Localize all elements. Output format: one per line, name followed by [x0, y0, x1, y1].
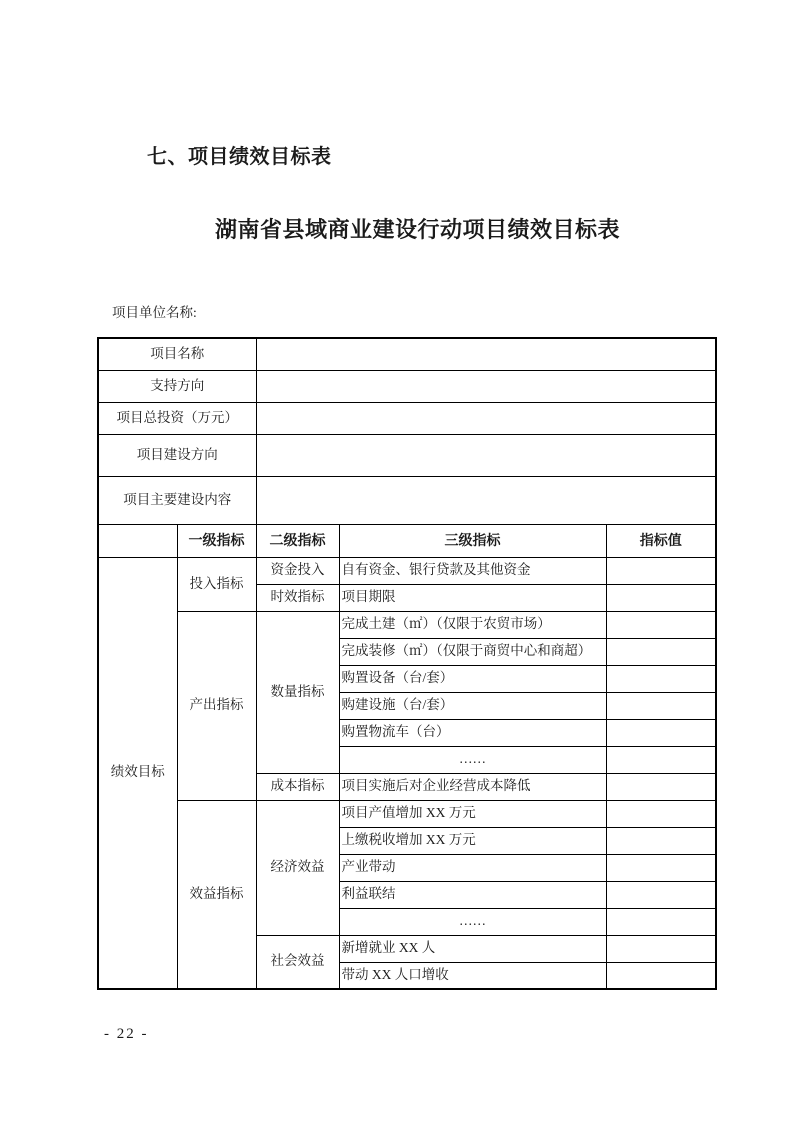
- level3-indicator-cell: 购置设备（台/套）: [339, 665, 606, 692]
- indicator-value-cell: [606, 719, 716, 746]
- level3-indicator-cell: 上缴税收增加 XX 万元: [339, 827, 606, 854]
- info-label-cell: 项目总投资（万元）: [98, 402, 256, 434]
- level3-indicator-cell: 完成土建（㎡）（仅限于农贸市场）: [339, 611, 606, 638]
- table-row: [98, 557, 716, 584]
- level3-indicator-cell: 项目实施后对企业经营成本降低: [339, 773, 606, 800]
- performance-goal-cell: 绩效目标: [98, 557, 177, 989]
- header-level1-cell: 一级指标: [177, 524, 256, 557]
- level3-indicator-cell: 完成装修（㎡）（仅限于商贸中心和商超）: [339, 638, 606, 665]
- level2-indicator-cell: 数量指标: [256, 611, 339, 773]
- indicator-value-cell: [606, 638, 716, 665]
- level3-indicator-cell: 购建设施（台/套）: [339, 692, 606, 719]
- info-label-cell: 支持方向: [98, 370, 256, 402]
- indicator-value-cell: [606, 881, 716, 908]
- table-header-row: [98, 524, 716, 557]
- page-number: - 22 -: [104, 1026, 149, 1042]
- level1-indicator-cell: 效益指标: [177, 800, 256, 989]
- indicator-value-cell: [606, 854, 716, 881]
- level1-indicator-cell: 产出指标: [177, 611, 256, 800]
- level3-indicator-cell: 新增就业 XX 人: [339, 935, 606, 962]
- info-value-cell: [256, 476, 716, 524]
- indicator-value-cell: [606, 773, 716, 800]
- info-value-cell: [256, 370, 716, 402]
- info-value-cell: [256, 434, 716, 476]
- level3-indicator-cell: ……: [339, 746, 606, 773]
- section-heading: 七、项目绩效目标表: [147, 146, 332, 168]
- level3-indicator-cell: 利益联结: [339, 881, 606, 908]
- info-label-cell: 项目建设方向: [98, 434, 256, 476]
- table-row: [98, 611, 716, 638]
- header-level2-cell: 二级指标: [256, 524, 339, 557]
- indicator-value-cell: [606, 557, 716, 584]
- header-corner-cell: [98, 524, 177, 557]
- level2-indicator-cell: 经济效益: [256, 800, 339, 935]
- indicator-value-cell: [606, 584, 716, 611]
- level3-indicator-cell: ……: [339, 908, 606, 935]
- level3-indicator-cell: 产业带动: [339, 854, 606, 881]
- header-value-cell: 指标值: [606, 524, 716, 557]
- level3-indicator-cell: 项目期限: [339, 584, 606, 611]
- table-row: [98, 338, 716, 370]
- info-label-cell: 项目主要建设内容: [98, 476, 256, 524]
- level2-indicator-cell: 资金投入: [256, 557, 339, 584]
- info-value-cell: [256, 338, 716, 370]
- level3-indicator-cell: 自有资金、银行贷款及其他资金: [339, 557, 606, 584]
- table-row: [98, 434, 716, 476]
- project-unit-label: 项目单位名称:: [112, 305, 197, 320]
- level2-indicator-cell: 成本指标: [256, 773, 339, 800]
- info-value-cell: [256, 402, 716, 434]
- indicator-value-cell: [606, 827, 716, 854]
- table-row: [98, 402, 716, 434]
- indicator-value-cell: [606, 611, 716, 638]
- indicator-value-cell: [606, 908, 716, 935]
- level2-indicator-cell: 社会效益: [256, 935, 339, 989]
- level3-indicator-cell: 购置物流车（台）: [339, 719, 606, 746]
- indicator-value-cell: [606, 962, 716, 989]
- table-row: [98, 476, 716, 524]
- level2-indicator-cell: 时效指标: [256, 584, 339, 611]
- level1-indicator-cell: 投入指标: [177, 557, 256, 611]
- indicator-value-cell: [606, 665, 716, 692]
- info-label-cell: 项目名称: [98, 338, 256, 370]
- table-row: [98, 370, 716, 402]
- performance-target-table: [97, 337, 717, 990]
- indicator-value-cell: [606, 746, 716, 773]
- table-row: [98, 800, 716, 827]
- indicator-value-cell: [606, 692, 716, 719]
- level3-indicator-cell: 项目产值增加 XX 万元: [339, 800, 606, 827]
- table-title: 湖南省县域商业建设行动项目绩效目标表: [214, 217, 620, 242]
- header-level3-cell: 三级指标: [339, 524, 606, 557]
- level3-indicator-cell: 带动 XX 人口增收: [339, 962, 606, 989]
- indicator-value-cell: [606, 935, 716, 962]
- indicator-value-cell: [606, 800, 716, 827]
